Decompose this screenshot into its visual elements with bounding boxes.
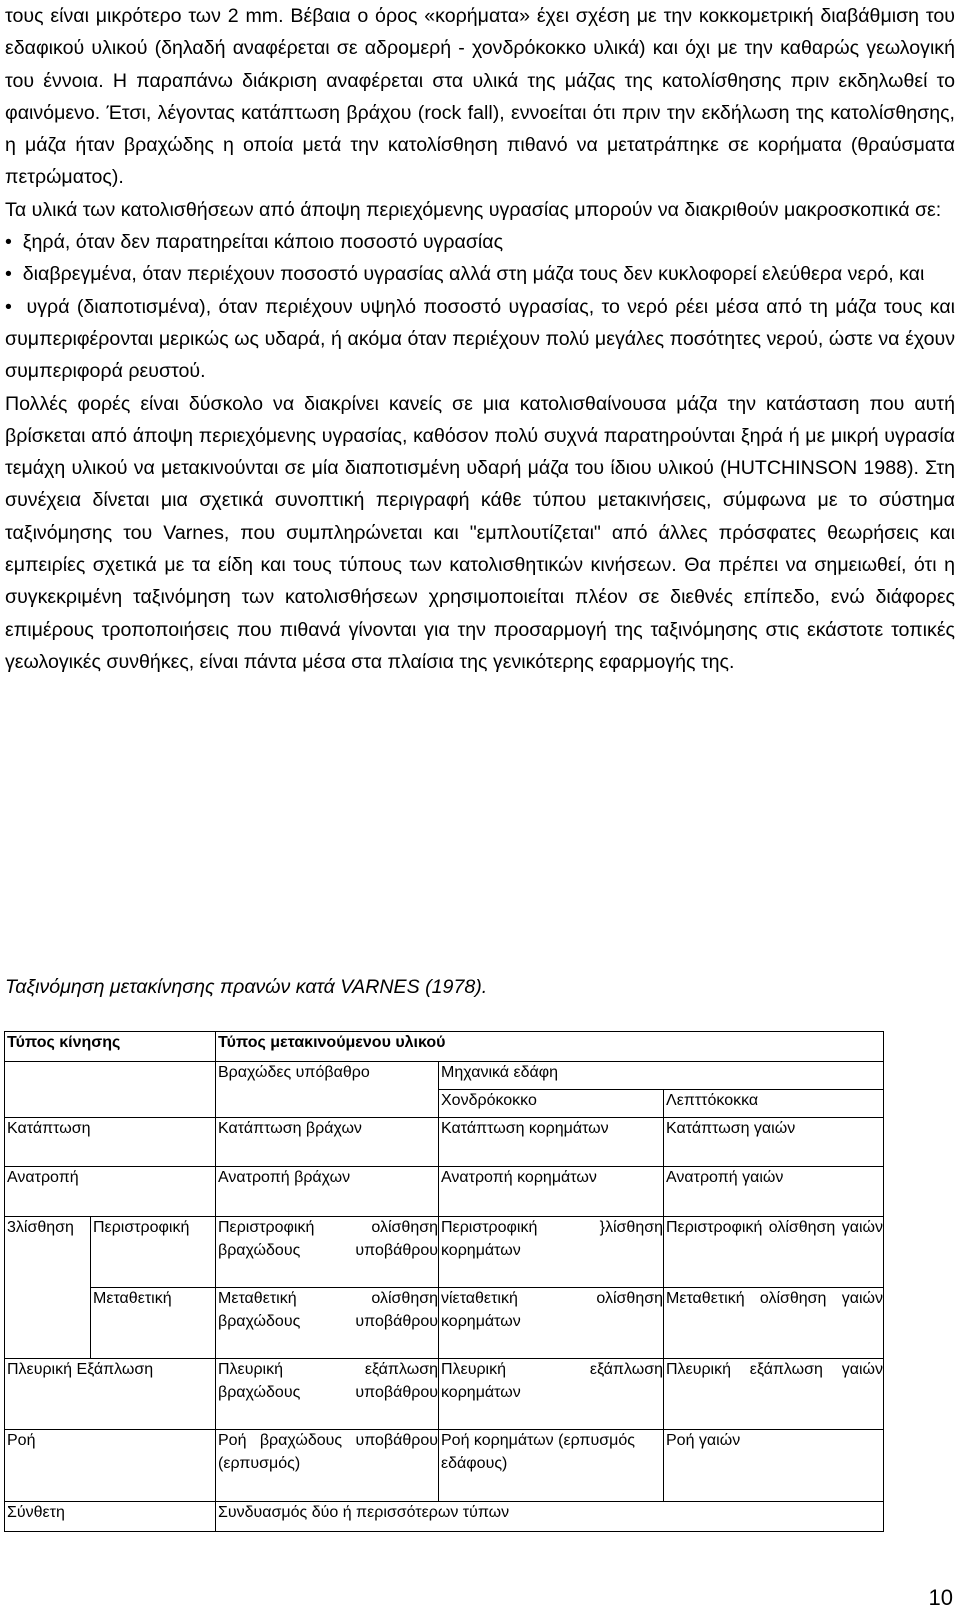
table-row: [5, 1062, 884, 1090]
table-cell: Περιστροφική }λίσθηση κορημάτων: [439, 1217, 664, 1288]
paragraph: τους είναι μικρότερο των 2 mm. Βέβαια ο όρος «κορήματα» έχει σχέση με την κοκκομετρική διαβάθμιση του εδαφικού υλικού (δηλαδή αναφέρεται σε αδρομερή - χονδρόκοκκο υλικά) και όχι με την καθαρώς γεωλογική του έννοια. Η παραπάνω διάκριση αναφέρεται στα υλικά της μάζας της κατολίσθησης πριν εκδηλωθεί το φαινόμενο. Έτσι, λέγοντας κατάπτωση βράχου (rock fall), εννοείται ότι πριν την εκδήλωση της κατολίσθησης, η μάζα ήταν βραχώδης η οποία μετά την κατολίσθηση πιθανό να μετατράπηκε σε κορήματα (θραύσματα πετρώματος).: [5, 5, 955, 189]
table-cell: Πλευρική εξάπλωση βραχώδους υποβάθρου: [216, 1359, 439, 1430]
table-caption: Ταξινόμηση μετακίνησης πρανών κατά VARNES (1978).: [5, 976, 488, 998]
table-cell: Μεταθετική ολίσθηση γαιών: [664, 1288, 884, 1359]
bullet-item: • διαβρεγμένα, όταν περιέχουν ποσοστό υγρασίας αλλά στη μάζα τους δεν κυκλοφορεί ελεύθερα νερό, και: [5, 258, 955, 290]
header-material-type: Τύπος μετακινούμενου υλικού: [216, 1032, 884, 1062]
table-cell: Μεταθετική ολίσθηση βραχώδους υποβάθρου: [216, 1288, 439, 1359]
table-row: [5, 1502, 884, 1532]
table-cell: [5, 1062, 216, 1118]
table-cell: Περιστροφική ολίσθηση βραχώδους υποβάθρου: [216, 1217, 439, 1288]
table-cell: Περιστροφική ολίσθηση γαιών: [664, 1217, 884, 1288]
row-sublabel: Περιστροφική: [91, 1217, 216, 1288]
table-cell: Ροή κορημάτων (ερπυσμός εδάφους): [439, 1430, 664, 1502]
table-cell: νίεταθετική ολίσθηση κορημάτων: [439, 1288, 664, 1359]
body-text: [5, 0, 955, 678]
varnes-classification-table: [4, 1031, 884, 1532]
row-label: Ανατροπή: [5, 1167, 216, 1217]
table-row: [5, 1167, 884, 1217]
page-number: 10: [928, 1585, 953, 1610]
header-bedrock: Βραχώδες υπόβαθρο: [216, 1062, 439, 1118]
table-cell: Ανατροπή γαιών: [664, 1167, 884, 1217]
table-row: [5, 1118, 884, 1167]
row-label: Κατάπτωση: [5, 1118, 216, 1167]
row-label: Σύνθετη: [5, 1502, 216, 1532]
table-row: [5, 1217, 884, 1288]
header-movement-type: Τύπος κίνησης: [5, 1032, 216, 1062]
table-row: [5, 1032, 884, 1062]
row-label: 3λίσθηση: [5, 1217, 91, 1359]
table-cell: Κατάπτωση βράχων: [216, 1118, 439, 1167]
bullet-item: • ξηρά, όταν δεν παρατηρείται κάποιο ποσοστό υγρασίας: [5, 226, 955, 258]
table-cell: Κατάπτωση γαιών: [664, 1118, 884, 1167]
table-cell: Κατάπτωση κορημάτων: [439, 1118, 664, 1167]
table-cell: Ροή βραχώδους υποβάθρου (ερπυσμός): [216, 1430, 439, 1502]
bullet-item: • υγρά (διαποτισμένα), όταν περιέχουν υψηλό ποσοστό υγρασίας, το νερό ρέει μέσα από τη μάζα τους και συμπεριφέρονται μερικώς ως υδαρά, ή ακόμα όταν περιέχουν πολύ μεγάλες ποσότητες νερού, ώστε να έχουν συμπεριφορά ρευστού.: [5, 291, 955, 388]
table-cell: Ανατροπή βράχων: [216, 1167, 439, 1217]
table-row: [5, 1288, 884, 1359]
paragraph: Τα υλικά των κατολισθήσεων από άποψη περιεχόμενης υγρασίας μπορούν να διακριθούν μακροσκοπικά σε:: [5, 198, 942, 221]
table-cell: Πλευρική εξάπλωση γαιών: [664, 1359, 884, 1430]
header-fine: Λεπττόκοκκα: [664, 1090, 884, 1118]
table-cell: Πλευρική εξάπλωση κορημάτων: [439, 1359, 664, 1430]
paragraph: Πολλές φορές είναι δύσκολο να διακρίνει κανείς σε μια κατολισθαίνουσα μάζα την κατάσταση που αυτή βρίσκεται από άποψη περιεχόμενης υγρασίας, καθόσον πολύ συχνά παρατηρούνται ξηρά ή με μικρή υγρασία τεμάχη υλικού να μετακινούνται σε μία διαποτισμένη υδαρή μάζα του ίδιου υλικού (HUTCHINSON 1988). Στη συνέχεια δίνεται μια σχετικά συνοπτική περιγραφή κάθε τύπου μετακινήσεις, σύμφωνα με το σύστημα ταξινόμησης του Varnes, που συμπληρώνεται και "εμπλουτίζεται" από άλλες πρόσφατες θεωρήσεις και εμπειρίες σχετικά με τα είδη και τους τύπους των κατολισθητικών κινήσεων. Θα πρέπει να σημειωθεί, ότι η συγκεκριμένη ταξινόμηση των κατολισθήσεων χρησιμοποιείται πλέον σε διεθνές επίπεδο, ενώ διάφορες επιμέρους τροποποιήσεις που πιθανά γίνονται για την προσαρμογή της ταξινόμησης στις εκάστοτε τοπικές γεωλογικές συνθήκες, είναι πάντα μέσα στα πλαίσια της γενικότερης εφαρμογής της.: [5, 392, 955, 673]
row-label: Πλευρική Εξάπλωση: [5, 1359, 216, 1430]
table-row: [5, 1430, 884, 1502]
header-coarse: Χονδρόκοκκο: [439, 1090, 664, 1118]
table-cell: Ροή γαιών: [664, 1430, 884, 1502]
table-cell: Συνδυασμός δύο ή περισσότερων τύπων: [216, 1502, 884, 1532]
row-label: Ροή: [5, 1430, 216, 1502]
table-cell: Ανατροπή κορημάτων: [439, 1167, 664, 1217]
table-row: [5, 1359, 884, 1430]
row-sublabel: Μεταθετική: [91, 1288, 216, 1359]
header-engineering-soils: Μηχανικά εδάφη: [439, 1062, 884, 1090]
